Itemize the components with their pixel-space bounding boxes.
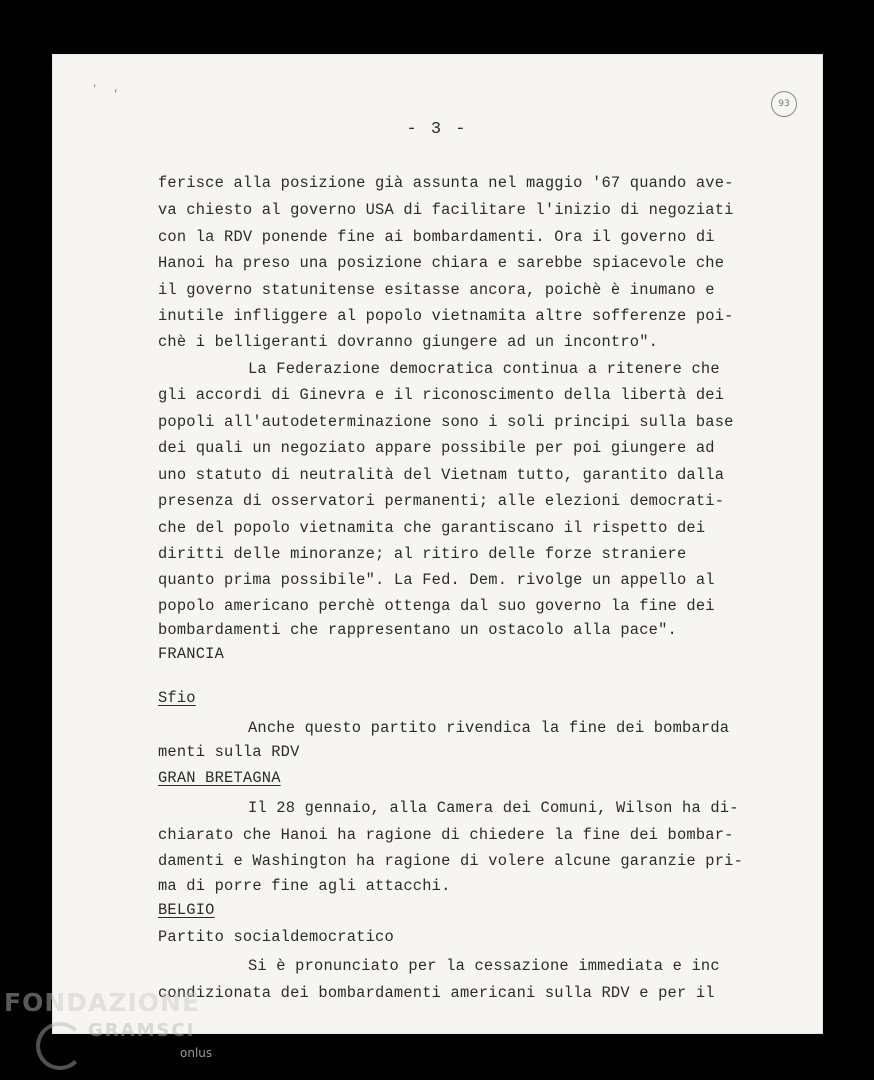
section-heading: GRAN BRETAGNA xyxy=(158,769,281,787)
text-line: Hanoi ha preso una posizione chiara e sarebbe spiacevole che xyxy=(158,254,725,272)
text-line: gli accordi di Ginevra e il riconoscimento della libertà dei xyxy=(158,386,725,404)
text-line: presenza di osservatori permanenti; alle elezioni democrati- xyxy=(158,492,725,510)
text-line: va chiesto al governo USA di facilitare l'inizio di negoziati xyxy=(158,201,734,219)
text-line: La Federazione democratica continua a ritenere che xyxy=(248,360,720,378)
text-line: uno statuto di neutralità del Vietnam tutto, garantito dalla xyxy=(158,466,725,484)
text-line: ferisce alla posizione già assunta nel maggio '67 quando ave- xyxy=(158,174,734,192)
text-line: Si è pronunciato per la cessazione immediata e inc xyxy=(248,957,720,975)
text-line: chè i belligeranti dovranno giungere ad un incontro". xyxy=(158,333,659,351)
watermark-line2: GRAMSCI xyxy=(88,1020,196,1041)
text-line: Il 28 gennaio, alla Camera dei Comuni, Wilson ha di- xyxy=(248,799,739,817)
section-heading: FRANCIA xyxy=(158,645,225,663)
text-line: Anche questo partito rivendica la fine dei bombarda xyxy=(248,719,730,737)
page-number: - 3 - xyxy=(406,120,468,139)
section-subheading: Sfio xyxy=(158,689,196,707)
section-heading: BELGIO xyxy=(158,901,215,919)
watermark-line3: onlus xyxy=(180,1046,213,1060)
text-line: quanto prima possibile". La Fed. Dem. rivolge un appello al xyxy=(158,571,715,589)
text-line: il governo statunitense esitasse ancora, poichè è inumano e xyxy=(158,281,715,299)
text-line: Partito socialdemocratico xyxy=(158,928,394,946)
text-line: popoli all'autodeterminazione sono i soli principi sulla base xyxy=(158,413,734,431)
text-line: dei quali un negoziato appare possibile per poi giungere ad xyxy=(158,439,715,457)
text-line: chiarato che Hanoi ha ragione di chiedere la fine dei bombar- xyxy=(158,826,734,844)
archive-stamp: 93 xyxy=(771,91,797,117)
text-line: inutile infliggere al popolo vietnamita altre sofferenze poi- xyxy=(158,307,734,325)
text-line: diritti delle minoranze; al ritiro delle forze straniere xyxy=(158,545,687,563)
text-line: bombardamenti che rappresentano un ostacolo alla pace". xyxy=(158,621,677,639)
watermark-logo xyxy=(4,984,224,1076)
text-line: con la RDV ponende fine ai bombardamenti. Ora il governo di xyxy=(158,228,715,246)
watermark-line1: FONDAZIONE xyxy=(4,988,201,1017)
text-line: menti sulla RDV xyxy=(158,743,300,761)
margin-marks: ' , xyxy=(92,84,120,94)
text-line: condizionata dei bombardamenti americani sulla RDV e per il xyxy=(158,984,715,1002)
text-line: che del popolo vietnamita che garantiscano il rispetto dei xyxy=(158,519,706,537)
text-line: damenti e Washington ha ragione di volere alcune garanzie pri- xyxy=(158,852,744,870)
text-line: ma di porre fine agli attacchi. xyxy=(158,877,451,895)
g-logo-icon xyxy=(36,1022,84,1070)
text-line: popolo americano perchè ottenga dal suo governo la fine dei xyxy=(158,597,715,615)
